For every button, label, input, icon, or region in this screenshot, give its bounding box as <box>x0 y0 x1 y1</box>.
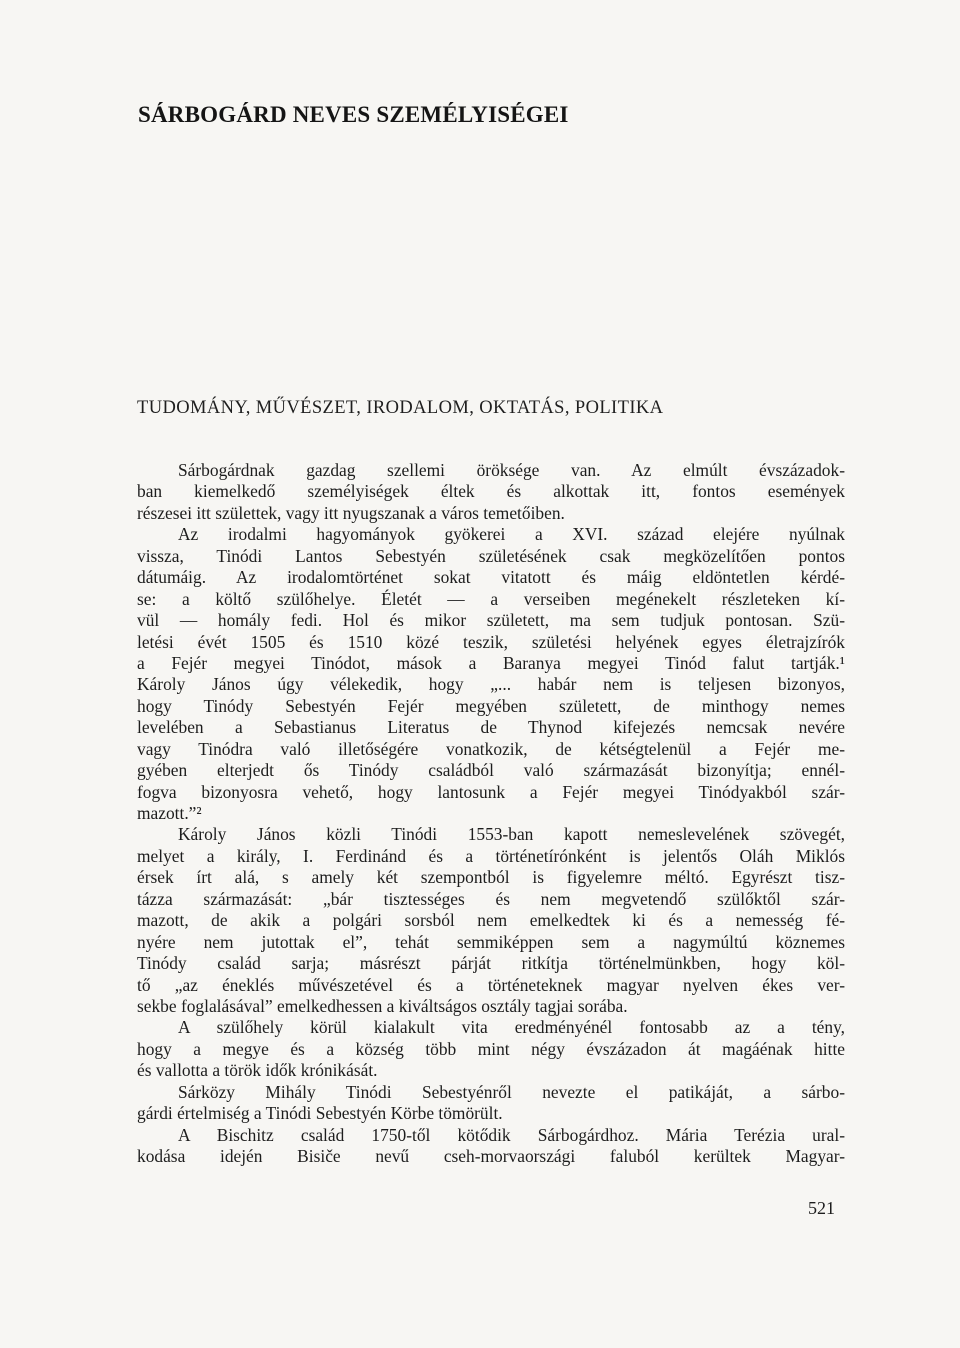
text-line: Károly János közli Tinódi 1553-ban kapott nemeslevelének szövegét, <box>178 824 845 845</box>
text-line: gyében elterjedt ős Tinódy családból való származását bizonyítja; ennél- <box>137 760 845 781</box>
text-line: mazott, de akik a polgári sorsból nem emelkedtek ki és a nemesség fé- <box>137 910 845 931</box>
text-line: fogva bizonyosra vehető, hogy lantosunk a Fejér megyei Tinódyakból szár- <box>137 781 845 802</box>
text-line: a Fejér megyei Tinódot, mások a Baranya megyei Tinód falut tartják.¹ <box>137 652 845 673</box>
text-line: melyet a király, I. Ferdinánd és a történetírónként is jelentős Oláh Miklós <box>137 845 845 866</box>
text-line: tázza származását: „bár tisztességes és nem megvetendő szülőktől szár- <box>137 888 845 909</box>
text-line: vagy Tinódra való illetőségére vonatkozik, de kétségtelenül a Fejér me- <box>137 738 845 759</box>
text-line: Károly János úgy vélekedik, hogy „... habár nem is teljesen bizonyos, <box>137 674 845 695</box>
text-line: A szülőhely körül kialakult vita eredményénél fontosabb az a tény, <box>178 1017 845 1038</box>
text-line: vissza, Tinódi Lantos Sebestyén születésének csak megközelítően pontos <box>137 545 845 566</box>
text-line: részesei itt születtek, vagy itt nyugszanak a város temetőiben. <box>137 502 565 523</box>
text-line: gárdi értelmiség a Tinódi Sebestyén Körbe tömörült. <box>137 1103 503 1124</box>
text-line: sekbe foglalásával” emelkedhessen a kiváltságos osztály tagjai sorába. <box>137 995 628 1016</box>
page-title: SÁRBOGÁRD NEVES SZEMÉLYISÉGEI <box>138 102 569 127</box>
text-line: vül — homály fedi. Hol és mikor született, ma sem tudjuk pontosan. Szü- <box>137 610 845 631</box>
text-line: érsek írt alá, s amely két szempontból is figyelemre méltó. Egyrészt tisz- <box>137 867 845 888</box>
text-line: se: a költő szülőhelye. Életét — a verseiben megénekelt részleteken kí- <box>137 588 845 609</box>
text-line: ban kiemelkedő személyiségek éltek és alkottak itt, fontos események <box>137 481 845 502</box>
text-line: Sárbogárdnak gazdag szellemi öröksége van. Az elmúlt évszázadok- <box>178 460 845 480</box>
text-line: letési évét 1505 és 1510 közé teszik, születési helyének egyes életrajzírók <box>137 631 845 652</box>
text-line: hogy Tinódy Sebestyén Fejér megyében született, de minthogy nemes <box>137 695 845 716</box>
section-heading: TUDOMÁNY, MŰVÉSZET, IRODALOM, OKTATÁS, POLITIKA <box>137 398 664 418</box>
text-line: kodása idején Bisiče nevű cseh-morvaországi faluból kerültek Magyar- <box>137 1146 845 1166</box>
text-line: Az irodalmi hagyományok gyökerei a XVI. század elejére nyúlnak <box>178 524 845 545</box>
text-line: dátumáig. Az irodalomtörténet sokat vitatott és máig eldöntetlen kérdé- <box>137 567 845 588</box>
text-line: Tinódy család sarja; másrészt párját ritkítja történelmünkben, hogy köl- <box>137 953 845 974</box>
text-line: nyére nem jutottak el”, tehát semmiképpen sem a nagymúltú köznemes <box>137 931 845 952</box>
page-number: 521 <box>808 1198 835 1218</box>
text-line: tő „az éneklés művészetével és a történeteknek magyar nyelven ékes ver- <box>137 974 845 995</box>
text-line: mazott.”² <box>137 803 202 823</box>
text-line: Sárközy Mihály Tinódi Sebestyénről nevezte el patikáját, a sárbo- <box>178 1081 845 1102</box>
body-text <box>137 460 845 1167</box>
text-line: hogy a megye és a község több mint négy évszázadon át magáénak hitte <box>137 1038 845 1059</box>
text-line: és vallotta a török idők krónikását. <box>137 1060 378 1081</box>
text-line: levelében a Sebastianus Literatus de Thynod kifejezés nemcsak nevére <box>137 717 845 738</box>
text-line: A Bischitz család 1750-től kötődik Sárbogárdhoz. Mária Terézia ural- <box>178 1124 845 1145</box>
